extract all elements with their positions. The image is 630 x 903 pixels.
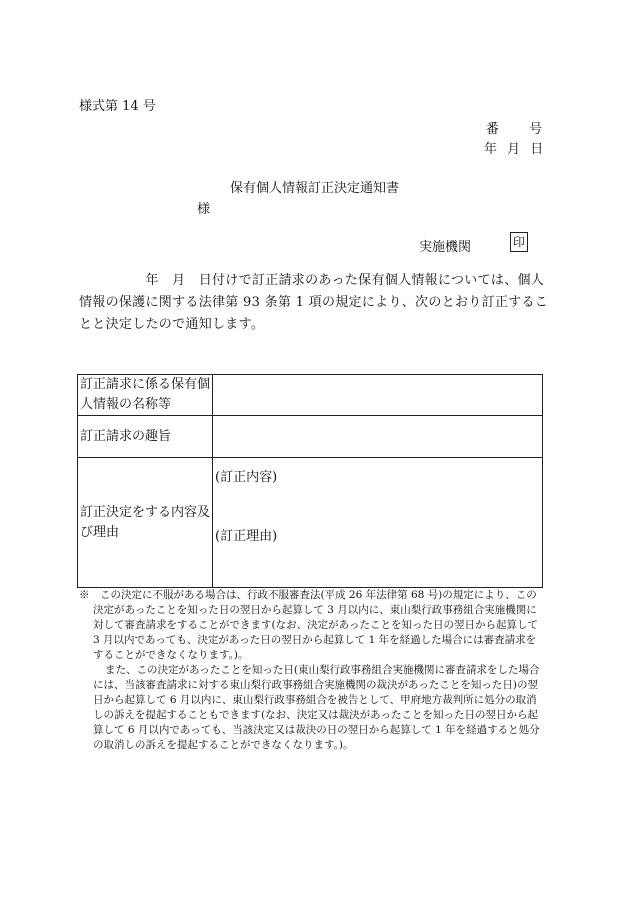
addressee-honorific: 様 (197, 202, 211, 217)
decision-content-label: 訂正決定をする内容及び理由 (78, 458, 213, 588)
implementing-agency-label: 実施機関 (419, 240, 472, 255)
seal-stamp: 印 (510, 232, 528, 252)
correction-content-label: (訂正内容) (215, 470, 278, 485)
table-row (78, 416, 543, 458)
decision-content-value (213, 458, 543, 588)
info-name-value (213, 375, 543, 416)
reference-number-label: 番 号 (486, 122, 543, 137)
notification-body: 年 月 日付けで訂正請求のあった保有個人情報については、個人情報の保護に関する法律第 93 条第 1 項の規定により、次のとおり訂正することと決定したので通知します。 (79, 273, 549, 332)
info-name-label: 訂正請求に係る保有個人情報の名称等 (78, 375, 213, 416)
notes-section (79, 588, 545, 753)
request-purpose-label: 訂正請求の趣旨 (78, 416, 213, 458)
correction-details-table (77, 374, 543, 588)
request-purpose-value (213, 416, 543, 458)
table-row (78, 375, 543, 416)
document-title: 保有個人情報訂正決定通知書 (230, 181, 400, 196)
appeal-note: ※ この決定に不服がある場合は、行政不服審査法(平成 26 年法律第 68 号)の規定により、この決定があったことを知った日の翌日から起算して 3 月以内に、東山梨行政事務組合実施機関に対して審査請求をすることができます(なお、決定があったことを知った日の翌日から起算して 3 月以内であっても、決定があった日の翌日から起算して 1 年を経過した場合には審査請求をすることができなくなります。)。 (79, 589, 538, 661)
correction-reason-label: (訂正理由) (215, 529, 278, 544)
date-line: 年 月 日 (484, 142, 544, 157)
lawsuit-note: また、この決定があったことを知った日(東山梨行政事務組合実施機関に審査請求をした場合には、当該審査請求に対する東山梨行政事務組合実施機関の裁決があったことを知った日)の翌日から起算して 6 月以内に、東山梨行政事務組合を被告として、甲府地方裁判所に処分の取消しの訴えを提起することもできます(なお、決定又は裁決があったことを知った日の翌日から起算して 6 月以内であっても、当該決定又は裁決の日の翌日から起算して 1 年を経過すると処分の取消しの訴えを提起することができなくなります。)。 (93, 664, 540, 751)
table-row (78, 458, 543, 588)
form-number: 様式第 14 号 (79, 99, 156, 114)
